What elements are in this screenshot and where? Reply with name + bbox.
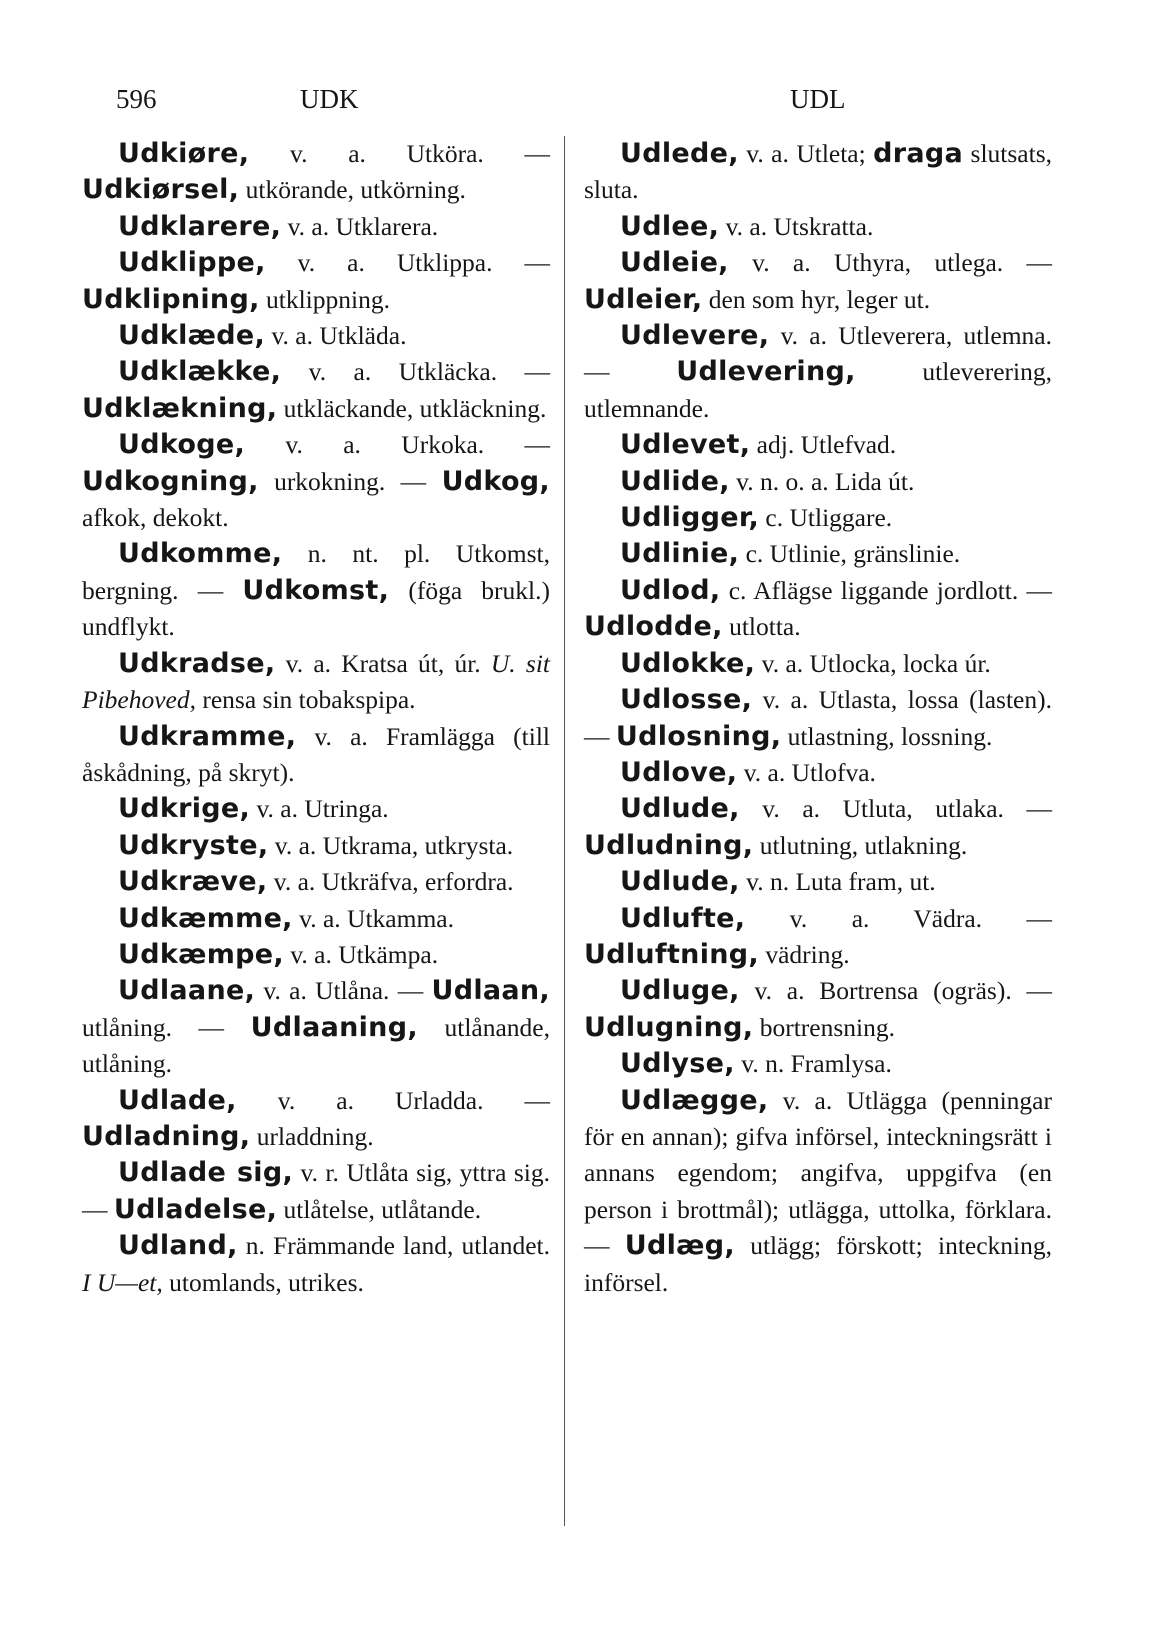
definition-text: v. a. Utklarera. [281, 211, 439, 241]
headword: Udkrige, [118, 793, 251, 825]
definition-text: bortrensning. [753, 1012, 895, 1042]
headword: Udkæmpe, [118, 938, 284, 970]
definition-text: v. a. Utkläcka. — [281, 357, 550, 387]
headword: Udladelse, [113, 1193, 278, 1225]
definition-text: v. n. Luta fram, ut. [739, 867, 936, 897]
guide-word-right: UDL [790, 84, 846, 114]
headword: Udkiøre, [118, 138, 250, 169]
headword: Udkræve, [118, 866, 268, 898]
definition-text: v. a. Utkrama, utkrysta. [268, 830, 514, 860]
headword: Udlosning, [615, 720, 782, 752]
headword: Udklække, [118, 356, 282, 388]
headword: Udleie, [620, 247, 729, 279]
definition-text: utleverering, utlemnande. [584, 357, 1052, 423]
headword: Udklipning, [82, 283, 260, 315]
dictionary-entry [82, 136, 550, 209]
headword: Udlaane, [118, 975, 256, 1007]
headword: Udlove, [620, 756, 738, 788]
dictionary-entry [584, 500, 1052, 536]
definition-text: utlånande, utlåning. [82, 1012, 550, 1079]
dictionary-entry [584, 318, 1052, 427]
dictionary-entry [82, 828, 550, 864]
definition-text: urkokning. — [258, 466, 442, 496]
definition-text: v. a. Utkräfva, erfordra. [267, 867, 514, 897]
headword: Udkoge, [118, 429, 246, 461]
headword: Udlæg, [624, 1230, 735, 1262]
definition-text: utlutning, utlakning. [753, 830, 968, 860]
dictionary-entry [82, 318, 550, 354]
dictionary-entry [82, 791, 550, 827]
dictionary-entry [584, 464, 1052, 500]
dictionary-entry [82, 536, 550, 645]
right-column [584, 136, 1052, 1301]
definition-text: v. a. Kratsa út, úr. [275, 648, 491, 678]
headword: Udkradse, [118, 647, 276, 679]
definition-text: c. Utlinie, gränslinie. [739, 539, 961, 569]
headword: Udlægge, [620, 1084, 769, 1116]
headword: Udlodde, [584, 611, 723, 643]
definition-text: utlägg; förskott; inteckning, införsel. [584, 1231, 1052, 1297]
definition-text: utkläckande, utkläckning. [277, 393, 547, 423]
headword: Udladning, [82, 1120, 251, 1152]
headword: Udlee, [620, 210, 720, 242]
headword: Udlevere, [620, 320, 770, 352]
headword: Udleier, [584, 283, 703, 315]
headword: Udligger, [620, 502, 760, 534]
headword: Udlosse, [620, 684, 753, 716]
definition-text: rensa sin tobakspipa. [196, 685, 416, 715]
definition-text: v. a. Utluta, utlaka. — [739, 794, 1052, 824]
definition-text: v. a. Utskratta. [719, 211, 874, 241]
definition-text: v. a. Utleta; [738, 139, 874, 168]
definition-text: v. a. Utlägga (penningar för en annan); gifva införsel, inteckningsrätt i annans egendom; angifva, uppgifva (en person i brottmål); utlägga, uttolka, förklara. — [584, 1085, 1052, 1261]
definition-text: utlåtelse, utlåtande. [277, 1194, 482, 1224]
dictionary-entry [82, 354, 550, 427]
dictionary-entry [584, 209, 1052, 245]
dictionary-entry [584, 973, 1052, 1046]
headword: Udklæde, [118, 320, 266, 352]
dictionary-entry [584, 755, 1052, 791]
dictionary-entry [584, 1046, 1052, 1082]
definition-text: v. a. Vädra. — [745, 903, 1052, 933]
definition-text: v. a. Uthyra, utlega. — [728, 248, 1052, 278]
dictionary-entry [584, 682, 1052, 755]
definition-text: v. a. Utlofva. [737, 757, 876, 787]
left-column [82, 136, 550, 1301]
headword: Udludning, [584, 829, 754, 861]
dictionary-entry [584, 427, 1052, 463]
headword: Udluftning, [584, 938, 759, 970]
dictionary-entry [584, 791, 1052, 864]
headword: Udlude, [620, 793, 740, 825]
definition-text: n. Främmande land, utlandet. [237, 1231, 550, 1261]
dictionary-entry [584, 1083, 1052, 1301]
dictionary-entry [584, 245, 1052, 318]
headword: Udlinie, [620, 538, 740, 570]
headword: Udlaan, [431, 975, 550, 1007]
headword: Udkomst, [242, 574, 390, 606]
definition-text: v. a. Utleverera, utlemna. — [584, 321, 1052, 387]
definition-text: den som hyr, leger ut. [702, 284, 931, 314]
dictionary-entry [82, 864, 550, 900]
dictionary-entry [82, 973, 550, 1082]
headword: Udlade, [118, 1084, 237, 1116]
dictionary-entry [584, 646, 1052, 682]
definition-text: v. a. Utlocka, locka úr. [755, 648, 991, 678]
definition-text: utomlands, utrikes. [162, 1267, 364, 1297]
definition-text: utlåning. — [82, 1012, 251, 1042]
headword: Udkogning, [82, 465, 259, 497]
definition-text: utlastning, lossning. [781, 721, 993, 751]
definition-text: v. r. Utlåta sig, yttra sig. — [82, 1158, 550, 1224]
dictionary-entry [82, 209, 550, 245]
dictionary-entry [82, 1083, 550, 1156]
headword: Udluge, [620, 975, 740, 1007]
definition-text: utlotta. [722, 612, 801, 642]
headword: Udklippe, [118, 247, 266, 279]
definition-text: v. a. Bortrensa (ogräs). — [739, 976, 1052, 1006]
definition-text: v. a. Utklippa. — [265, 248, 550, 278]
dictionary-entry [82, 245, 550, 318]
definition-text: utkörande, utkörning. [239, 175, 466, 205]
guide-word-left: UDK [300, 84, 359, 114]
definition-text: v. n. Framlysa. [734, 1049, 892, 1079]
headword: Udlyse, [620, 1048, 735, 1080]
definition-text: v. a. Urkoka. — [245, 430, 550, 460]
dictionary-entry [82, 427, 550, 536]
definition-text: urladdning. [250, 1121, 374, 1151]
headword: Udlude, [620, 866, 740, 898]
headword: Udlod, [620, 574, 721, 606]
definition-text: v. n. o. a. Lida út. [729, 466, 915, 496]
definition-text: n. nt. pl. Utkomst, bergning. — [82, 539, 550, 605]
dictionary-entry [584, 536, 1052, 572]
dictionary-entry [82, 719, 550, 792]
italic-phrase: U. sit Pibehoved, [82, 648, 550, 715]
definition-text: afkok, dekokt. [82, 503, 229, 533]
headword: Udklækning, [82, 392, 278, 424]
headword: Udlugning, [584, 1011, 754, 1043]
running-header [0, 84, 1152, 124]
definition-text: v. a. Utkamma. [292, 903, 454, 933]
definition-text: v. a. Utlåna. — [255, 976, 432, 1006]
headword: Udlevering, [676, 356, 856, 388]
definition-text: c. Utliggare. [759, 503, 893, 533]
definition-text: v. a. Utkämpa. [283, 939, 439, 969]
dictionary-entry [82, 1228, 550, 1301]
headword: Udklarere, [118, 210, 282, 242]
definition-text: utklippning. [259, 284, 390, 314]
definition-text: v. a. Utlasta, lossa (lasten). — [584, 685, 1052, 751]
column-divider [564, 136, 565, 1526]
headword: Udlokke, [620, 647, 756, 679]
dictionary-entry [584, 136, 1052, 209]
definition-text: slutsats, sluta. [584, 139, 1052, 205]
dictionary-entry [82, 1155, 550, 1228]
definition-text: v. a. Framlägga (till åskådning, på skryt). [82, 721, 550, 787]
definition-text: adj. Utlefvad. [750, 430, 897, 460]
headword: Udkog, [441, 465, 550, 497]
headword: Udlade sig, [118, 1157, 294, 1189]
definition-text: v. a. Utringa. [250, 794, 389, 824]
dictionary-entry [584, 573, 1052, 646]
dictionary-entry [584, 901, 1052, 974]
italic-phrase: I U—et, [82, 1267, 163, 1297]
headword: Udlaaning, [250, 1011, 418, 1043]
headword: Udkæmme, [118, 902, 293, 934]
emphasis: draga [873, 138, 964, 169]
headword: Udkomme, [118, 538, 283, 570]
dictionary-entry [82, 937, 550, 973]
definition-text: (föga brukl.) undflykt. [82, 575, 550, 642]
headword: Udlevet, [620, 429, 751, 461]
headword: Udlufte, [620, 902, 746, 934]
headword: Udkiørsel, [82, 174, 240, 206]
definition-text: v. a. Utköra. — [249, 139, 550, 168]
definition-text: c. Aflägse liggande jordlott. — [720, 575, 1052, 605]
page-number: 596 [116, 84, 157, 114]
dictionary-entry [584, 864, 1052, 900]
headword: Udkramme, [118, 720, 297, 752]
headword: Udlide, [620, 465, 730, 497]
definition-text: v. a. Utkläda. [265, 321, 407, 351]
headword: Udkryste, [118, 829, 269, 861]
definition-text: v. a. Urladda. — [236, 1085, 550, 1115]
headword: Udlede, [620, 138, 739, 169]
headword: Udland, [118, 1230, 238, 1262]
definition-text: vädring. [758, 939, 850, 969]
dictionary-entry [82, 646, 550, 719]
dictionary-entry [82, 901, 550, 937]
